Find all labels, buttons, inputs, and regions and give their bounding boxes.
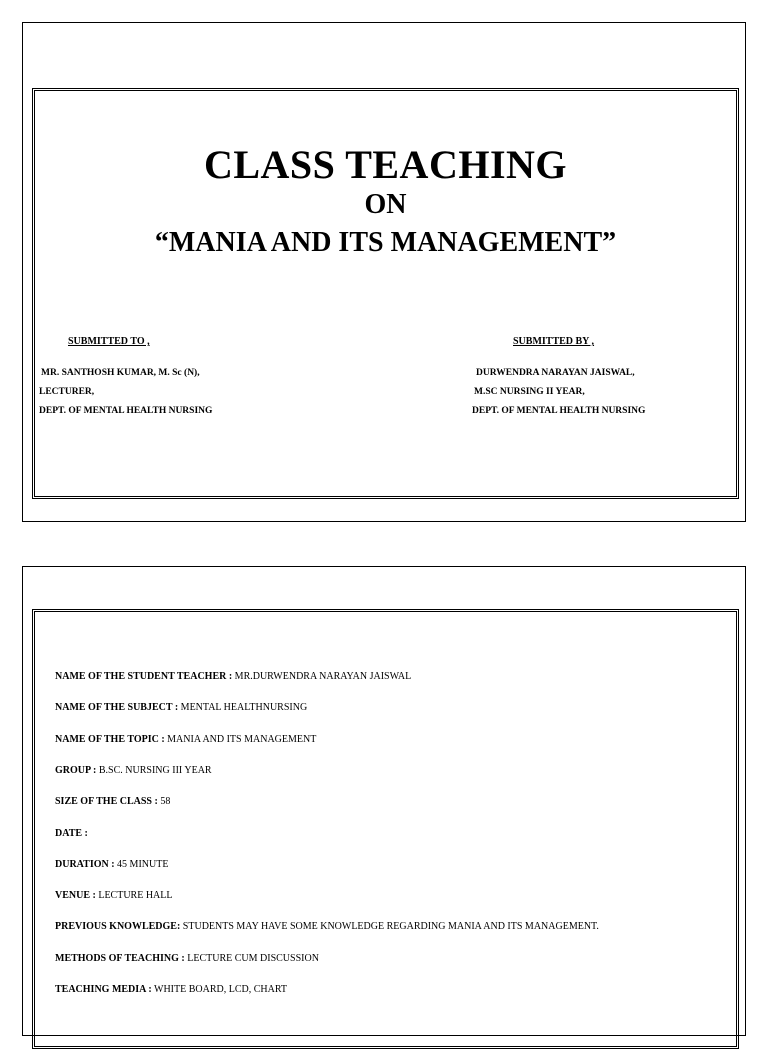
- detail-label: NAME OF THE STUDENT TEACHER :: [55, 671, 233, 682]
- submitted-to-heading: SUBMITTED TO ,: [68, 336, 150, 347]
- detail-row: [55, 921, 599, 932]
- detail-label: TEACHING MEDIA :: [55, 984, 152, 995]
- cover-border-frame: [32, 88, 739, 499]
- detail-row: [55, 984, 287, 995]
- detail-row: [55, 765, 212, 776]
- detail-label: VENUE :: [55, 890, 96, 902]
- cover-page: [22, 22, 746, 522]
- submitted-by-name: DURWENDRA NARAYAN JAISWAL,: [476, 368, 635, 378]
- submitted-by-heading: SUBMITTED BY ,: [513, 336, 595, 347]
- details-page: [22, 566, 746, 1036]
- submitted-to-designation: LECTURER,: [39, 387, 95, 397]
- detail-label: GROUP :: [55, 764, 97, 776]
- document-title: CLASS TEACHING: [203, 142, 568, 187]
- detail-row: [55, 890, 173, 901]
- detail-label: DURATION :: [55, 858, 115, 870]
- title-on: ON: [364, 189, 407, 220]
- detail-label: PREVIOUS KNOWLEDGE:: [55, 921, 181, 933]
- detail-value: 45 MINUTE: [117, 858, 169, 870]
- submitted-to-department: DEPT. OF MENTAL HEALTH NURSING: [39, 406, 213, 416]
- detail-row: [55, 671, 411, 682]
- detail-value: MR.DURWENDRA NARAYAN JAISWAL: [234, 671, 412, 682]
- detail-value: 58: [160, 796, 171, 808]
- detail-value: B.SC. NURSING III YEAR: [98, 764, 212, 776]
- topic-title: “MANIA AND ITS MANAGEMENT”: [154, 227, 617, 258]
- detail-value: WHITE BOARD, LCD, CHART: [154, 984, 288, 995]
- detail-label: NAME OF THE TOPIC :: [55, 733, 165, 745]
- detail-row: [55, 953, 319, 964]
- submitted-by-department: DEPT. OF MENTAL HEALTH NURSING: [472, 406, 646, 416]
- detail-row: [55, 859, 168, 870]
- detail-row: [55, 828, 88, 839]
- detail-label: SIZE OF THE CLASS :: [55, 796, 158, 808]
- detail-row: [55, 796, 170, 807]
- detail-label: METHODS OF TEACHING :: [55, 952, 185, 964]
- detail-value: MANIA AND ITS MANAGEMENT: [167, 733, 317, 745]
- details-border-frame: [32, 609, 739, 1049]
- detail-value: MENTAL HEALTHNURSING: [180, 702, 308, 714]
- detail-value: STUDENTS MAY HAVE SOME KNOWLEDGE REGARDING MANIA AND ITS MANAGEMENT.: [182, 921, 599, 933]
- detail-row: [55, 702, 307, 713]
- detail-row: [55, 734, 316, 745]
- detail-label: NAME OF THE SUBJECT :: [55, 702, 179, 714]
- detail-value: LECTURE CUM DISCUSSION: [187, 952, 319, 964]
- submitted-by-course: M.SC NURSING II YEAR,: [474, 387, 585, 397]
- submitted-to-name: MR. SANTHOSH KUMAR, M. Sc (N),: [41, 368, 200, 378]
- detail-value: LECTURE HALL: [98, 890, 173, 902]
- detail-label: DATE :: [55, 827, 88, 839]
